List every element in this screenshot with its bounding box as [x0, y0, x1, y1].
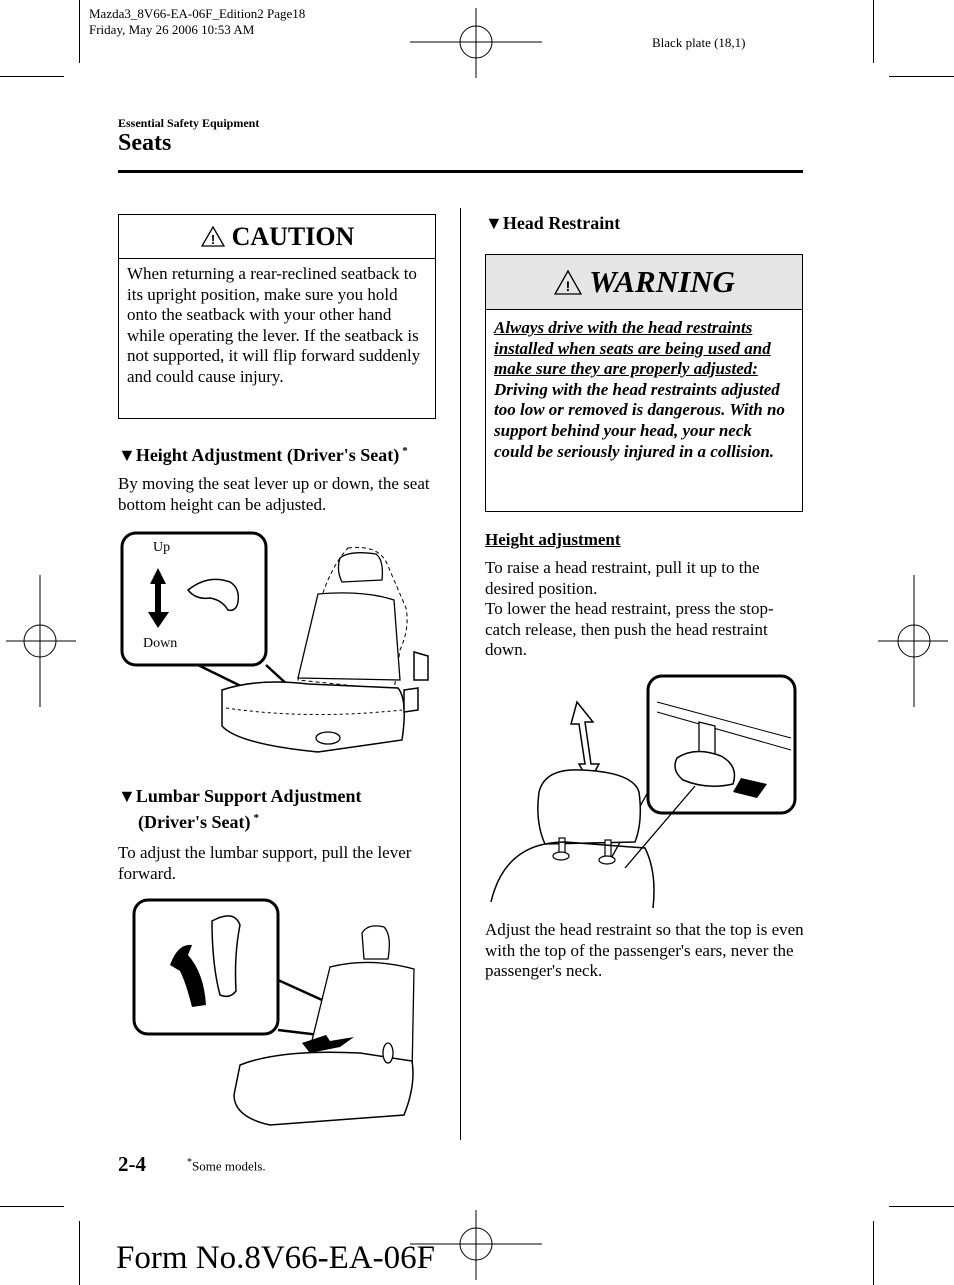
- lumbar-heading: [118, 785, 448, 833]
- caution-box: [118, 214, 436, 419]
- crop-mark: [873, 1221, 874, 1285]
- head-restraint-heading: ▼Head Restraint: [485, 213, 621, 233]
- lumbar-heading-line1: ▼Lumbar Support Adjustment: [118, 786, 362, 806]
- plate-label: Black plate (18,1): [652, 35, 746, 50]
- registration-mark-right: [878, 575, 948, 707]
- print-meta-line2: Friday, May 26 2006 10:53 AM: [89, 22, 255, 37]
- warning-triangle-icon: [553, 269, 583, 296]
- height-adjustment-text: By moving the seat lever up or down, the seat bottom height can be adjusted.: [118, 474, 430, 514]
- lumbar-figure: [130, 895, 430, 1135]
- warning-triangle-icon: [200, 225, 226, 248]
- page-number: 2-4: [118, 1152, 146, 1176]
- lower-text: To lower the head restraint, press the stop-catch release, then push the head restraint down.: [485, 599, 774, 660]
- crop-mark: [0, 1206, 64, 1207]
- height-adjustment-title: ▼Height Adjustment (Driver's Seat): [118, 445, 400, 465]
- print-meta-line1: Mazda3_8V66-EA-06F_Edition2 Page18: [89, 6, 306, 21]
- seat-height-figure: [118, 530, 438, 770]
- footnote: [187, 1157, 266, 1174]
- footnote-text: Some models.: [192, 1158, 266, 1174]
- head-restraint-figure: [485, 672, 805, 912]
- crop-mark: [889, 76, 954, 77]
- registration-mark-top: [410, 8, 542, 78]
- warning-box: [485, 254, 803, 512]
- adjust-text: Adjust the head restraint so that the top is even with the top of the passenger's ears, never the passenger's neck.: [485, 920, 804, 981]
- registration-mark-left: [6, 575, 76, 707]
- caution-header: [119, 215, 435, 259]
- column-divider: [460, 208, 461, 1140]
- crop-mark: [79, 0, 80, 63]
- figure-up-label: Up: [153, 540, 171, 555]
- header-rule: [118, 170, 803, 173]
- figure-down-label: Down: [143, 636, 178, 651]
- lumbar-heading-line2: (Driver's Seat): [138, 812, 251, 832]
- lumbar-text: To adjust the lumbar support, pull the lever forward.: [118, 843, 412, 883]
- raise-instructions: [485, 558, 805, 661]
- caution-text: When returning a rear-reclined seatback to its upright position, make sure you hold onto the seatback with your other hand while operating the lever. If the seatback is not supported, it will flip forward suddenly and could cause injury.: [127, 264, 421, 386]
- warning-label: WARNING: [589, 264, 735, 299]
- some-models-star: *: [402, 445, 408, 457]
- height-adjustment-heading: [118, 440, 448, 466]
- form-number: Form No.8V66-EA-06F: [116, 1240, 435, 1276]
- footnote-star: *: [187, 1157, 192, 1168]
- print-meta: [89, 6, 305, 38]
- some-models-star: *: [253, 812, 259, 824]
- svg-text:!: !: [210, 232, 215, 247]
- raise-text: To raise a head restraint, pull it up to the desired position.: [485, 558, 760, 598]
- caution-label: CAUTION: [231, 221, 355, 251]
- warning-body-text: Driving with the head restraints adjusted too low or removed is dangerous. With no support behind your head, your neck could be seriously injured in a collision.: [494, 379, 785, 461]
- warning-underlined-text: Always drive with the head restraints installed when seats are being used and make sure they are properly adjusted:: [494, 318, 771, 379]
- crop-mark: [79, 1221, 80, 1285]
- warning-header: [486, 255, 802, 310]
- crop-mark: [873, 0, 874, 63]
- crop-mark: [889, 1206, 954, 1207]
- height-adjustment-subheading: Height adjustment: [485, 530, 621, 549]
- warning-text: [486, 310, 802, 462]
- crop-mark: [0, 76, 64, 77]
- section-label: Essential Safety Equipment: [118, 116, 260, 130]
- page-title: Seats: [118, 130, 172, 156]
- svg-text:!: !: [565, 277, 571, 294]
